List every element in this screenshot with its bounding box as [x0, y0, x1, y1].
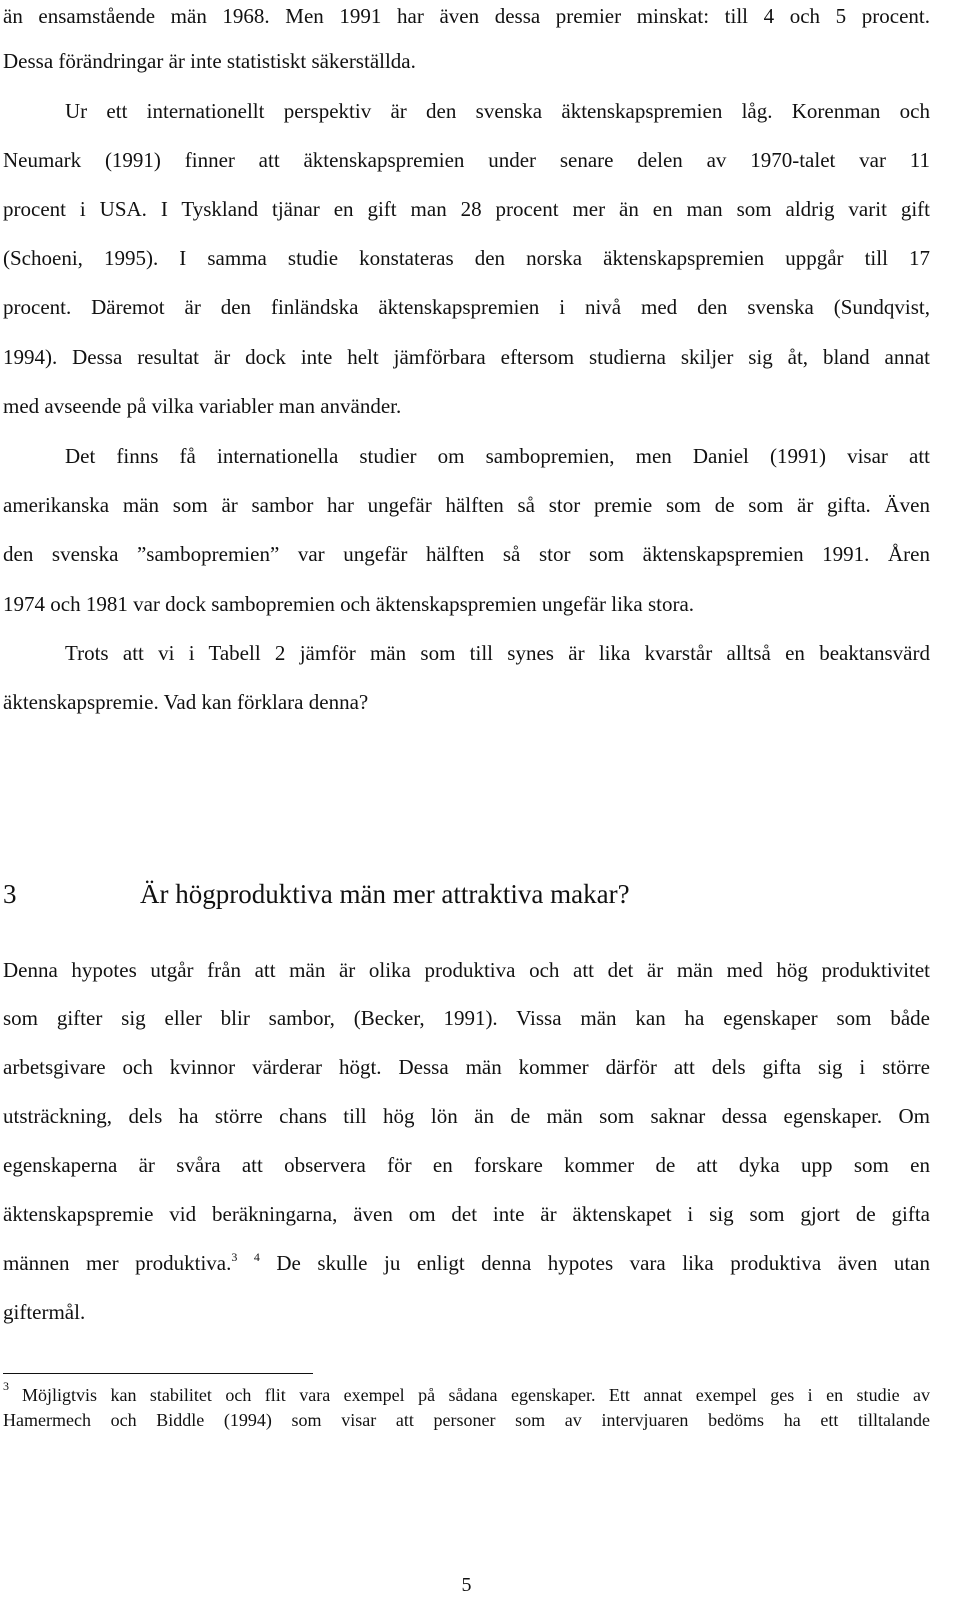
paragraph-5-line-8: giftermål.	[3, 1300, 86, 1324]
footnote-ref-4: 4	[253, 1250, 260, 1264]
paragraph-5-line-4: utsträckning, dels ha större chans till hög lön än de män som saknar dessa egenskaper. Om	[3, 1104, 930, 1128]
paragraph-5-line-7-after: De skulle ju enligt denna hypotes vara lika produktiva även utan	[259, 1251, 931, 1275]
paragraph-2-line-1: Ur ett internationellt perspektiv är den svenska äktenskapspremien låg. Korenman och	[65, 99, 930, 123]
footnote-mark: 3	[3, 1379, 9, 1393]
paragraph-2-line-5: procent. Däremot är den finländska äktenskapspremien i nivå med den svenska (Sundqvist,	[3, 295, 930, 319]
paragraph-2-line-3: procent i USA. I Tyskland tjänar en gift man 28 procent mer än en man som aldrig varit gift	[3, 197, 930, 221]
footnote-line-2: Hamermech och Biddle (1994) som visar att personer som av intervjuaren bedöms ha ett tilltalande	[3, 1410, 930, 1430]
paragraph-2-line-7: med avseende på vilka variabler man använder.	[3, 394, 402, 418]
footnote-separator	[3, 1373, 313, 1374]
paragraph-5-line-6: äktenskapspremie vid beräkningarna, även om det inte är äktenskapet i sig som gjort de gifta	[3, 1202, 930, 1226]
paragraph-1-line-1: än ensamstående män 1968. Men 1991 har även dessa premier minskat: till 4 och 5 procent.	[3, 4, 930, 28]
paragraph-3-line-1: Det finns få internationella studier om sambopremien, men Daniel (1991) visar att	[65, 444, 930, 468]
section-number: 3	[3, 879, 17, 909]
page-number	[0, 1573, 935, 1597]
paragraph-5-line-1: Denna hypotes utgår från att män är olika produktiva och att det är män med hög produktivitet	[3, 958, 930, 982]
paragraph-5-line-5: egenskaperna är svåra att observera för en forskare kommer de att dyka upp som en	[3, 1153, 930, 1177]
page-number-text: 5	[461, 1574, 472, 1596]
paragraph-2-line-2: Neumark (1991) finner att äktenskapspremien under senare delen av 1970-talet var 11	[3, 148, 930, 172]
paragraph-3-line-2: amerikanska män som är sambor har ungefär hälften så stor premie som de som är gifta. Även	[3, 493, 930, 517]
paragraph-2-line-4: (Schoeni, 1995). I samma studie konstateras den norska äktenskapspremien uppgår till 17	[3, 246, 930, 270]
paragraph-3-line-4: 1974 och 1981 var dock sambopremien och äktenskapspremien ungefär lika stora.	[3, 592, 695, 616]
paragraph-4-line-2: äktenskapspremie. Vad kan förklara denna?	[3, 690, 369, 714]
footnote-ref-3: 3	[231, 1250, 238, 1264]
footnote-line-1: Möjligtvis kan stabilitet och flit vara exempel på sådana egenskaper. Ett annat exempel ges i en studie av	[22, 1385, 930, 1405]
paragraph-5-line-7	[3, 1251, 930, 1275]
paragraph-3-line-3: den svenska ”sambopremien” var ungefär hälften så stor som äktenskapspremien 1991. Åren	[3, 542, 930, 566]
paragraph-5-line-7-before: männen mer produktiva.	[3, 1251, 232, 1275]
paragraph-5-line-3: arbetsgivare och kvinnor värderar högt. Dessa män kommer därför att dels gifta sig i större	[3, 1055, 930, 1079]
paragraph-2-line-6: 1994). Dessa resultat är dock inte helt jämförbara eftersom studierna skiljer sig åt, bland annat	[3, 345, 930, 369]
paragraph-5-line-2: som gifter sig eller blir sambor, (Becker, 1991). Vissa män kan ha egenskaper som både	[3, 1006, 930, 1030]
paragraph-4-line-1: Trots att vi i Tabell 2 jämför män som till synes är lika kvarstår alltså en beaktansvärd	[65, 641, 930, 665]
section-title: Är högproduktiva män mer attraktiva makar?	[140, 879, 630, 909]
paragraph-1-line-2: Dessa förändringar är inte statistiskt säkerställda.	[3, 49, 416, 73]
